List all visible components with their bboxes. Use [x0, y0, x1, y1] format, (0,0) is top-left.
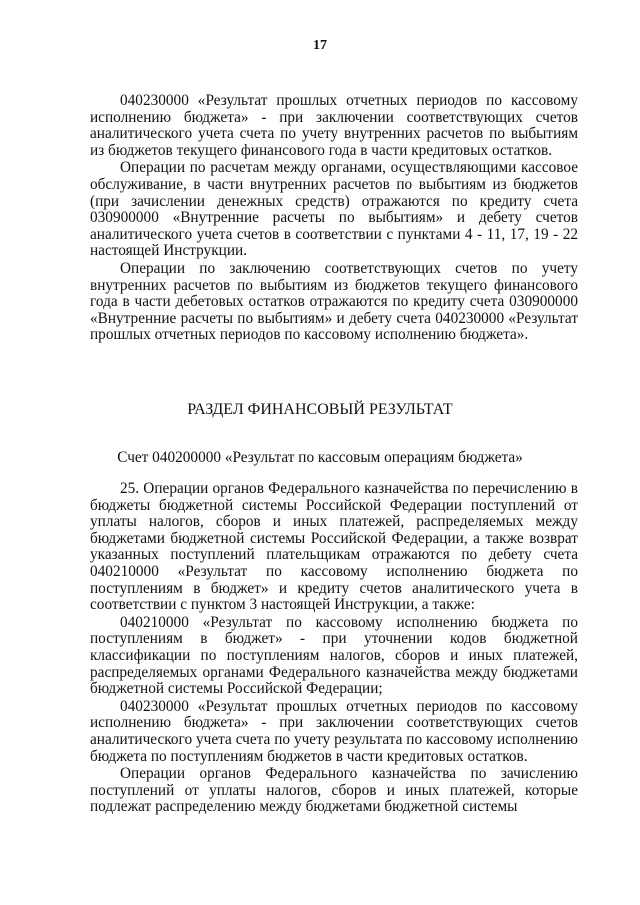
account-title: Счет 040200000 «Результат по кассовым операциям бюджета» [117, 449, 523, 466]
section-title: РАЗДЕЛ ФИНАНСОВЫЙ РЕЗУЛЬТАТ [187, 401, 453, 418]
paragraph: Операции органов Федерального казначейства по зачислению поступлений от уплаты налогов, сборов и иных платежей, которые подлежат распределению между бюджетами бюджетной системы [90, 765, 578, 816]
paragraph: 040210000 «Результат по кассовому исполнению бюджета по поступлениям в бюджет» - при уточнении кодов бюджетной классификации по поступлениям налогов, сборов и иных платежей, распределяемых органами Федерального казначейства между бюджетами бюджетной системы Российской Федерации; [90, 613, 578, 698]
paragraph: 040230000 «Результат прошлых отчетных периодов по кассовому исполнению бюджета» - при заключении соответствующих счетов аналитического учета счета по учету внутренних расчетов по выбытиям из бюджетов текущего финансового года в части кредитовых остатков. [90, 92, 578, 159]
text-block-2 [90, 481, 578, 816]
paragraph: Операции по расчетам между органами, осуществляющими кассовое обслуживание, в части внутренних расчетов по выбытиям из бюджетов (при зачислении денежных средств) отражаются по кредиту счета 030900000 «Внутренние расчеты по выбытиям» и дебету счетов аналитического учета счетов в соответствии с пунктами 4 - 11, 17, 19 - 22 настоящей Инструкции. [90, 159, 578, 260]
page-number: 17 [313, 38, 327, 53]
text-block-1 [90, 93, 578, 344]
paragraph: 25. Операции органов Федерального казначейства по перечислению в бюджеты бюджетной системы Российской Федерации поступлений от уплаты налогов, сборов и иных платежей, распределяемых между бюджетами бюджетной системы Российской Федерации, а также возврат указанных поступлений плательщикам отражаются по дебету счета 040210000 «Результат по кассовому исполнению бюджета по поступлениям в бюджет» и кредиту счетов аналитического учета в соответствии с пунктом 3 настоящей Инструкции, а также: [90, 480, 578, 614]
paragraph: Операции по заключению соответствующих счетов по учету внутренних расчетов по выбытиям из бюджетов текущего финансового года в части дебетовых остатков отражаются по кредиту счета 030900000 «Внутренние расчеты по выбытиям» и дебету счета 040230000 «Результат прошлых отчетных периодов по кассовому исполнению бюджета». [90, 259, 578, 344]
paragraph: 040230000 «Результат прошлых отчетных периодов по кассовому исполнению бюджета» - при заключении соответствующих счетов аналитического учета счета по учету результата по кассовому исполнению бюджета по поступлениям бюджетов в части кредитовых остатков. [90, 697, 578, 765]
